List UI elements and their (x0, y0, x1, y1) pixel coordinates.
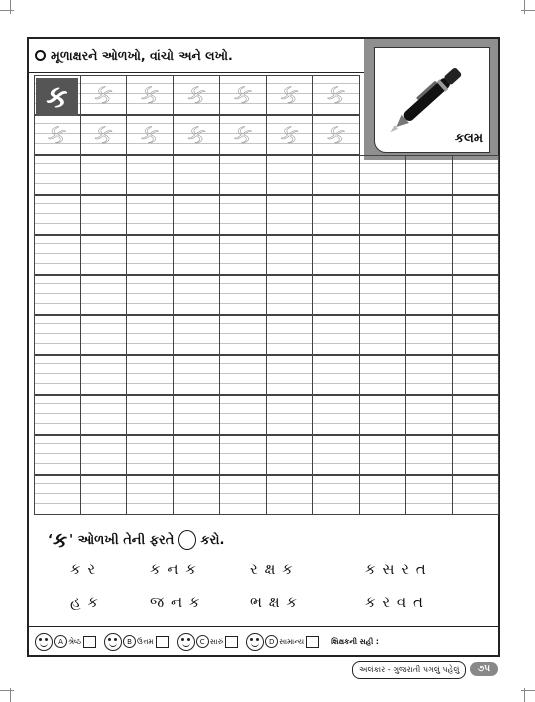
trace-letter: ક (233, 119, 253, 150)
trace-letter: ક (326, 119, 346, 150)
picture-word: કલમ (454, 131, 483, 146)
writing-cell[interactable] (127, 435, 174, 475)
writing-cell[interactable] (453, 195, 500, 235)
writing-cell[interactable] (360, 275, 407, 315)
grade-label: સારું (209, 636, 224, 646)
smiley-icon (177, 633, 195, 651)
trace-letter: ક (187, 79, 206, 110)
writing-cell[interactable] (313, 235, 360, 275)
grade-checkbox[interactable] (306, 636, 319, 648)
trace-letter: ક (280, 119, 299, 150)
writing-cell[interactable] (127, 475, 174, 515)
question-2: ‘ ક ' ઓળખી તેની ફરતે કરો. (48, 528, 225, 552)
practice-grid (34, 75, 499, 515)
writing-cell[interactable] (453, 395, 500, 435)
writing-cell[interactable] (267, 155, 314, 195)
writing-cell[interactable] (360, 475, 407, 515)
writing-cell[interactable] (453, 235, 500, 275)
writing-cell[interactable] (81, 195, 128, 235)
writing-cell[interactable] (360, 315, 407, 355)
writing-cell[interactable] (267, 195, 314, 235)
trace-letter: ક (47, 119, 67, 150)
writing-cell[interactable] (313, 315, 360, 355)
writing-cell[interactable] (174, 155, 221, 195)
writing-cell[interactable] (406, 235, 453, 275)
writing-cell[interactable] (127, 395, 174, 435)
writing-cell[interactable] (220, 155, 267, 195)
writing-cell[interactable] (406, 475, 453, 515)
writing-cell[interactable] (174, 395, 221, 435)
writing-cell[interactable] (220, 195, 267, 235)
writing-cell[interactable] (34, 275, 81, 315)
writing-cell[interactable] (313, 155, 360, 195)
book-title-pill (352, 661, 466, 679)
writing-cell[interactable] (34, 435, 81, 475)
question-text-end: કરો. (200, 532, 225, 548)
writing-cell[interactable] (127, 355, 174, 395)
writing-cell[interactable] (81, 155, 128, 195)
bullet-icon (35, 50, 46, 61)
writing-cell[interactable] (453, 355, 500, 395)
grade-checkbox[interactable] (83, 636, 96, 648)
writing-cell[interactable] (127, 275, 174, 315)
writing-cell[interactable] (360, 155, 407, 195)
writing-cell[interactable] (220, 355, 267, 395)
grade-d (246, 633, 319, 651)
writing-cell[interactable] (174, 475, 221, 515)
writing-cell[interactable] (127, 155, 174, 195)
writing-cell[interactable] (313, 355, 360, 395)
writing-cell[interactable] (453, 275, 500, 315)
writing-cell[interactable] (220, 475, 267, 515)
writing-cell[interactable] (81, 355, 128, 395)
writing-cell[interactable] (174, 355, 221, 395)
writing-cell[interactable] (267, 395, 314, 435)
writing-cell[interactable] (360, 395, 407, 435)
book-title: અલંકાર - ગુજરાતી પગલું પહેલું (359, 665, 460, 674)
word[interactable]: હ ક (70, 593, 100, 611)
instruction-text: મૂળાક્ષરને ઓળખો, વાંચો અને લખો. (51, 47, 233, 63)
writing-cell[interactable] (453, 475, 500, 515)
instruction-heading (29, 39, 364, 73)
writing-cell[interactable] (453, 435, 500, 475)
grade-checkbox[interactable] (225, 636, 238, 648)
grade-c (177, 633, 238, 651)
writing-cell[interactable] (406, 315, 453, 355)
grade-a (35, 633, 96, 651)
smiley-icon (104, 633, 122, 651)
writing-cell[interactable] (313, 275, 360, 315)
writing-cell[interactable] (313, 195, 360, 235)
teacher-signature-label: શિક્ષકની સહી : (331, 636, 379, 646)
writing-cell[interactable] (81, 435, 128, 475)
writing-cell[interactable] (406, 435, 453, 475)
word[interactable]: ભ ક્ષ ક (250, 593, 299, 611)
writing-cell[interactable] (267, 435, 314, 475)
grade-footer (29, 626, 498, 656)
grade-label: સામાન્ય (279, 636, 305, 646)
writing-cell[interactable] (453, 315, 500, 355)
writing-cell[interactable] (360, 355, 407, 395)
trace-letter: ક (326, 79, 346, 110)
writing-cell[interactable] (127, 195, 174, 235)
writing-cell[interactable] (34, 355, 81, 395)
writing-cell[interactable] (220, 315, 267, 355)
writing-cell[interactable] (267, 475, 314, 515)
model-letter: ક (36, 78, 78, 116)
writing-cell[interactable] (360, 235, 407, 275)
grade-letter: C (196, 635, 209, 648)
writing-cell[interactable] (360, 435, 407, 475)
writing-cell[interactable] (220, 235, 267, 275)
word[interactable]: ર ક્ષ ક (250, 560, 294, 578)
trace-letter: ક (140, 119, 160, 150)
writing-cell[interactable] (34, 235, 81, 275)
writing-cell[interactable] (81, 235, 128, 275)
writing-cell[interactable] (313, 395, 360, 435)
writing-cell[interactable] (220, 275, 267, 315)
grade-letter: B (123, 635, 136, 648)
trace-letter: ક (187, 119, 206, 150)
writing-cell[interactable] (34, 315, 81, 355)
writing-cell[interactable] (81, 315, 128, 355)
writing-cell[interactable] (81, 395, 128, 435)
word[interactable]: ક સ ર ત (365, 560, 427, 578)
grade-label: ઉત્તમ (137, 636, 154, 646)
circle-icon (178, 530, 196, 550)
writing-cell[interactable] (220, 435, 267, 475)
writing-cell[interactable] (406, 355, 453, 395)
writing-cell[interactable] (313, 475, 360, 515)
writing-cell[interactable] (127, 235, 174, 275)
smiley-icon (35, 633, 53, 651)
writing-cell[interactable] (267, 235, 314, 275)
writing-cell[interactable] (406, 155, 453, 195)
question-text: ' ઓળખી તેની ફરતે (69, 532, 175, 548)
writing-cell[interactable] (81, 475, 128, 515)
writing-cell[interactable] (313, 435, 360, 475)
word[interactable]: ક ન ક (150, 560, 197, 578)
word[interactable]: ક ર વ ત (365, 593, 424, 611)
grade-b (104, 633, 169, 651)
page-number: ૭૫ (470, 662, 498, 676)
writing-cell[interactable] (406, 275, 453, 315)
grade-letter: D (265, 635, 278, 648)
writing-cell[interactable] (406, 395, 453, 435)
target-letter: ક (52, 528, 68, 552)
writing-cell[interactable] (174, 275, 221, 315)
grade-letter: A (54, 635, 67, 648)
writing-cell[interactable] (267, 275, 314, 315)
writing-cell[interactable] (360, 195, 407, 235)
writing-cell[interactable] (174, 235, 221, 275)
writing-cell[interactable] (34, 195, 81, 235)
writing-cell[interactable] (406, 195, 453, 235)
writing-cell[interactable] (453, 155, 500, 195)
grade-checkbox[interactable] (156, 636, 169, 648)
writing-cell[interactable] (174, 315, 221, 355)
grade-label: શ્રેષ્ઠ (68, 636, 82, 646)
writing-cell[interactable] (174, 195, 221, 235)
word-row-1 (70, 560, 427, 578)
writing-cell[interactable] (127, 315, 174, 355)
trace-letter: ક (140, 79, 160, 110)
trace-letter: ક (94, 119, 113, 150)
writing-cell[interactable] (34, 155, 81, 195)
writing-cell[interactable] (174, 435, 221, 475)
trace-letter: ક (233, 79, 253, 110)
writing-cell[interactable] (267, 315, 314, 355)
trace-letter: ક (280, 79, 299, 110)
trace-letter: ક (94, 79, 113, 110)
word[interactable]: ક ર (70, 560, 97, 578)
writing-cell[interactable] (220, 395, 267, 435)
writing-cell[interactable] (34, 475, 81, 515)
writing-cell[interactable] (267, 355, 314, 395)
word[interactable]: જ ન ક (150, 593, 201, 611)
writing-cell[interactable] (81, 275, 128, 315)
smiley-icon (246, 633, 264, 651)
word-row-2 (70, 593, 424, 611)
writing-cell[interactable] (34, 395, 81, 435)
